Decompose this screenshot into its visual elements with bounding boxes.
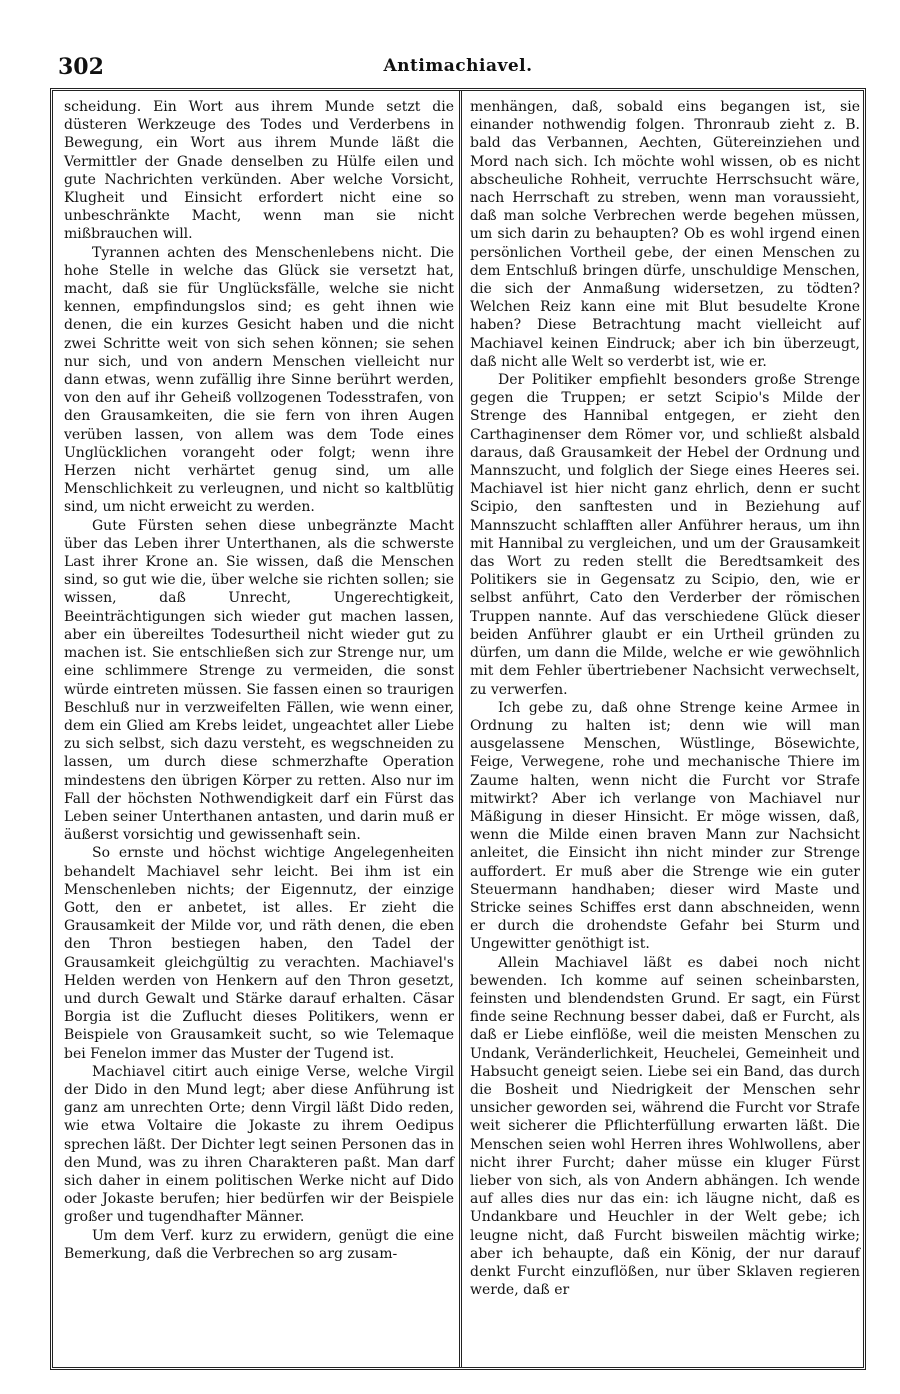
paragraph: Machiavel citirt auch einige Verse, welche Virgil der Dido in den Mund legt; aber diese Anführung ist ganz am unrechten Orte; denn Virgil läßt Dido reden, wie etwa Voltaire die Jokaste zu ihrem Oedipus sprechen läßt. Der Dichter legt seinen Personen das in den Mund, was zu ihren Charakteren paßt. Man darf sich daher in einem politischen Werke nicht auf Dido oder Jokaste berufen; hier bedürfen wir der Beispiele großer und tugendhafter Männer.	[64, 1063, 454, 1226]
right-column	[470, 98, 860, 1299]
paragraph: Gute Fürsten sehen diese unbegränzte Macht über das Leben ihrer Unterthanen, als die schwerste Last ihrer Krone an. Sie wissen, daß die Menschen sind, so gut wie die, über welche sie richten sollen; sie wissen, daß Unrecht, Ungerechtigkeit, Beeinträchtigungen sich wieder gut machen lassen, aber ein übereiltes Todesurtheil nicht wieder gut zu machen ist. Sie entschließen sich zur Strenge nur, um eine schlimmere Strenge zu vermeiden, die sonst würde eintreten müssen. Sie fassen einen so traurigen Beschluß nur in verzweifelten Fällen, wie wenn einer, dem ein Glied am Krebs leidet, ungeachtet aller Liebe zu sich selbst, sich dazu versteht, es wegschneiden zu lassen, um durch diese schmerzhafte Operation mindestens den übrigen Körper zu retten. Also nur im Fall der höchsten Nothwendigkeit darf ein Fürst das Leben seiner Unterthanen antasten, und darin muß er äußerst vorsichtig und gewissenhaft sein.	[64, 517, 454, 844]
page-header	[52, 44, 864, 84]
paragraph: scheidung. Ein Wort aus ihrem Munde setzt die düsteren Werkzeuge des Todes und Verderbens in Bewegung, ein Wort aus ihrem Munde läßt die Vermittler der Gnade denselben zu Hülfe eilen und gute Nachrichten verkünden. Aber welche Vorsicht, Klugheit und Einsicht erfordert nicht eine so unbeschränkte Macht, wenn man sie nicht mißbrauchen will.	[64, 99, 454, 243]
running-title: Antimachiavel.	[383, 56, 533, 76]
paragraph: menhängen, daß, sobald eins begangen ist, sie einander nothwendig folgen. Thronraub zieht z. B. bald das Verbannen, Aechten, Gütereinziehen und Mord nach sich. Ich möchte wohl wissen, ob es nicht abscheuliche Rohheit, verruchte Herrschsucht wäre, nach Herrschaft zu streben, wenn man voraussieht, daß man solche Verbrechen werde begehen müssen, um sich darin zu behaupten? Ob es wohl irgend einen persönlichen Vortheil gebe, der einen Menschen zu dem Entschluß bringen dürfe, unschuldige Menschen, die sich der Anmaßung widersetzen, zu tödten? Welchen Reiz kann eine mit Blut besudelte Krone haben? Diese Betrachtung macht vielleicht auf Machiavel keinen Eindruck; aber ich bin überzeugt, daß nicht alle Welt so verderbt ist, wie er.	[470, 99, 860, 370]
paragraph: Ich gebe zu, daß ohne Strenge keine Armee in Ordnung zu halten ist; denn wie will man ausgelassene Menschen, Wüstlinge, Bösewichte, Feige, Verwegene, rohe und mechanische Thiere im Zaume halten, wenn nicht die Furcht vor Strafe mitwirkt? Aber ich verlange von Machiavel nur Mäßigung in dieser Hinsicht. Er möge wissen, daß, wenn die Milde einen braven Mann zur Nachsicht anleitet, die Einsicht ihn nicht minder zur Strenge auffordert. Er muß aber die Strenge wie ein guter Steuermann handhaben; dieser wird Maste und Stricke seines Schiffes erst dann abschneiden, wenn er durch die drohendste Gefahr bei Sturm und Ungewitter genöthigt ist.	[470, 699, 860, 953]
paragraph: Allein Machiavel läßt es dabei noch nicht bewenden. Ich komme auf seinen scheinbarsten, feinsten und blendendsten Grund. Er sagt, ein Fürst finde seine Rechnung besser dabei, daß er Furcht, als daß er Liebe einflöße, weil die meisten Menschen zu Undank, Veränderlichkeit, Heuchelei, Gemeinheit und Habsucht geneigt seien. Liebe sei ein Band, das durch die Bosheit und Niedrigkeit der Menschen sehr unsicher geworden sei, während die Furcht vor Strafe weit sicherer die Pflichterfüllung erwarten läßt. Die Menschen seien wohl Herren ihres Wohlwollens, aber nicht ihrer Furcht; daher müsse ein kluger Fürst lieber von sich, als von Andern abhängen. Ich wende auf alles dies nur das ein: ich läugne nicht, daß es Undankbare und Heuchler in der Welt gebe; ich leugne nicht, daß Furcht bisweilen mächtig wirke; aber ich behaupte, daß ein König, der nur darauf denkt Furcht einzuflößen, nur über Sklaven regieren werde, daß er	[470, 954, 860, 1299]
left-column	[64, 98, 454, 1263]
paragraph: Der Politiker empfiehlt besonders große Strenge gegen die Truppen; er setzt Scipio's Milde der Strenge des Hannibal entgegen, er zieht den Carthaginenser dem Römer vor, und schließt alsbald daraus, daß Grausamkeit der Hebel der Ordnung und Mannszucht, und folglich der Siege eines Heeres sei. Machiavel ist hier nicht ganz ehrlich, denn er sucht Scipio, den sanftesten und in Beziehung auf Mannszucht schlafften aller Anführer heraus, um ihn mit Hannibal zu vergleichen, und um der Grausamkeit das Wort zu reden stellt die Beredtsamkeit des Politikers sie in Gegensatz zu Scipio, den, wie er selbst anführt, Cato den Verderber der römischen Truppen nannte. Auf das verschiedene Glück dieser beiden Anführer glaubt er ein Urtheil gründen zu dürfen, um dann die Milde, welche er wie gewöhnlich mit dem Fehler übertriebener Nachsicht verwechselt, zu verwerfen.	[470, 372, 860, 698]
paragraph: So ernste und höchst wichtige Angelegenheiten behandelt Machiavel sehr leicht. Bei ihm ist ein Menschenleben nichts; der Eigennutz, der einzige Gott, den er anbetet, ist alles. Er zieht die Grausamkeit der Milde vor, und räth denen, die eben den Thron bestiegen haben, den Tadel der Grausamkeit gleichgültig zu verachten. Machiavel's Helden werden von Henkern auf den Thron gesetzt, und durch Gewalt und Stärke darauf erhalten. Cäsar Borgia ist die Zuflucht dieses Politikers, wenn er Beispiele von Grausamkeit sucht, so wie Telemaque bei Fenelon immer das Muster der Tugend ist.	[64, 845, 454, 1062]
paragraph: Tyrannen achten des Menschenlebens nicht. Die hohe Stelle in welche das Glück sie versetzt hat, macht, daß sie für Unglücksfälle, welche sie nicht kennen, empfindungslos sind; es geht ihnen wie denen, die ein kurzes Gesicht haben und die nicht zwei Schritte weit von sich sehen können; sie sehen nur sich, und von andern Menschen vielleicht nur dann etwas, wenn zufällig ihre Sinne berührt werden, von den auf ihr Geheiß vollzogenen Todesstrafen, von den Grausamkeiten, die sie fern von ihren Augen verüben lassen, von allem was dem Tode eines Unglücklichen vorangeht oder folgt; wenn ihre Herzen nicht verhärtet genug sind, um alle Menschlichkeit zu verleugnen, und nicht so kaltblütig sind, um nicht erweicht zu werden.	[64, 244, 454, 516]
column-divider	[459, 90, 462, 1368]
page-number: 302	[58, 54, 104, 80]
paragraph: Um dem Verf. kurz zu erwidern, genügt die eine Bemerkung, daß die Verbrechen so arg zusam-	[64, 1227, 454, 1262]
